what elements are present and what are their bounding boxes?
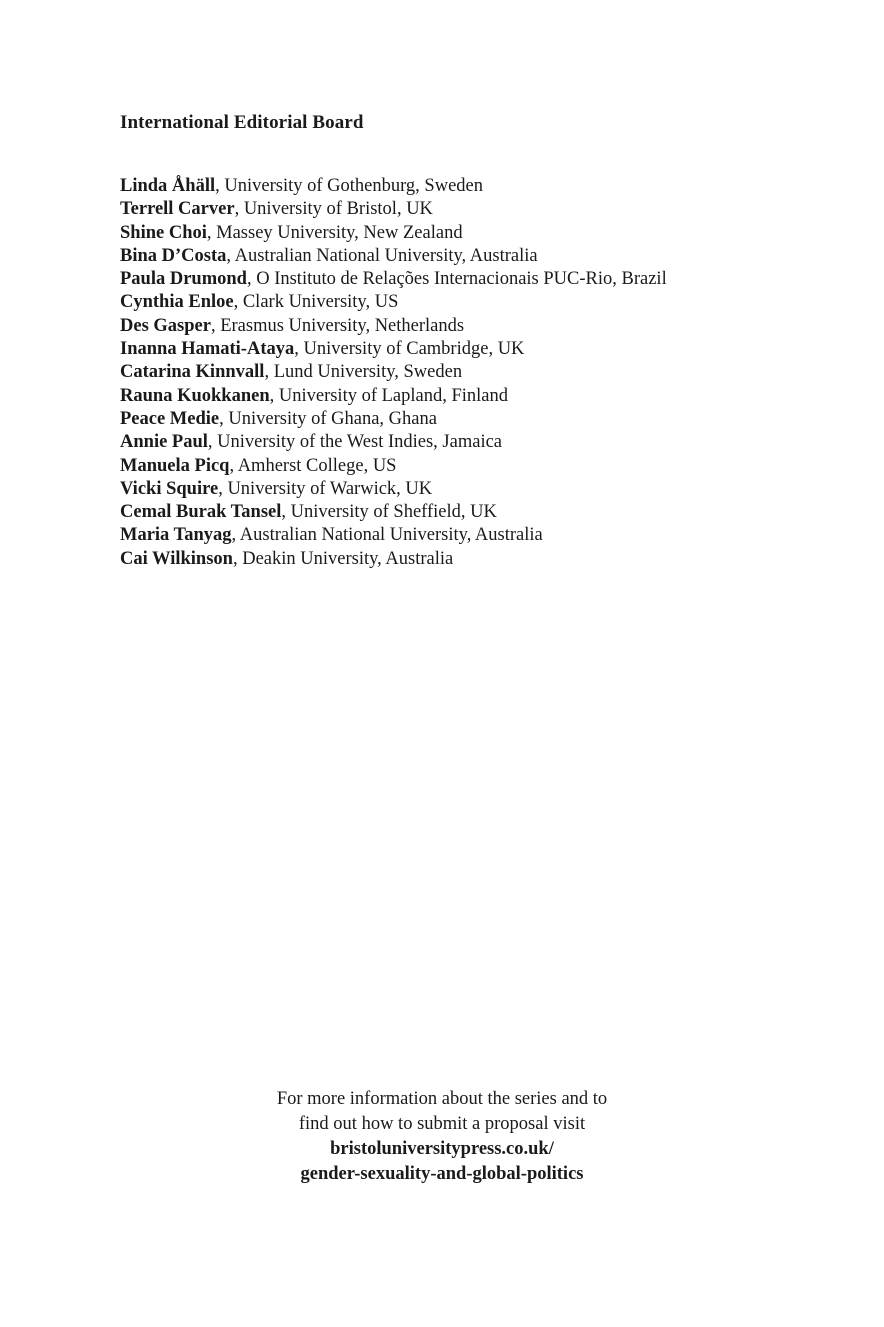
series-url-line: gender-sexuality-and-global-politics: [300, 1164, 584, 1184]
list-item: [120, 408, 820, 431]
series-url-line: bristoluniversitypress.co.uk/: [330, 1139, 554, 1159]
member-name: Inanna Hamati-Ataya: [120, 339, 295, 360]
member-name: Catarina Kinnvall: [120, 362, 265, 383]
list-item: [120, 455, 820, 478]
member-name: Bina D’Costa: [120, 245, 227, 266]
member-name: Rauna Kuokkanen: [120, 385, 270, 406]
member-name: Linda Åhäll: [120, 176, 216, 196]
list-item: [120, 431, 820, 454]
member-name: Cynthia Enloe: [120, 292, 234, 313]
member-affiliation: , Deakin University, Australia: [232, 548, 454, 569]
list-item: [120, 315, 820, 338]
list-item: [120, 501, 820, 524]
list-item: [120, 245, 820, 268]
member-name: Maria Tanyag: [120, 525, 232, 546]
member-name: Peace Medie: [120, 408, 220, 429]
member-name: Vicki Squire: [120, 478, 219, 499]
member-affiliation: , University of the West Indies, Jamaica: [207, 432, 503, 453]
member-affiliation: , Erasmus University, Netherlands: [210, 315, 465, 336]
page-title: International Editorial Board: [120, 112, 364, 133]
member-name: Annie Paul: [120, 432, 208, 453]
member-affiliation: , Clark University, US: [233, 292, 399, 313]
member-affiliation: , University of Warwick, UK: [218, 478, 433, 499]
member-affiliation: , University of Cambridge, UK: [294, 339, 525, 360]
list-item: [120, 268, 820, 291]
member-affiliation: , University of Ghana, Ghana: [219, 408, 437, 429]
member-name: Cemal Burak Tansel: [120, 502, 282, 523]
member-affiliation: , Massey University, New Zealand: [206, 222, 463, 243]
member-affiliation: , Lund University, Sweden: [264, 362, 463, 383]
member-affiliation: , University of Bristol, UK: [234, 199, 433, 220]
member-name: Terrell Carver: [120, 199, 235, 220]
member-affiliation: , University of Gothenburg, Sweden: [215, 176, 483, 196]
member-affiliation: , Australian National University, Australia: [226, 245, 538, 266]
list-item: [120, 222, 820, 245]
member-name: Manuela Picq: [120, 455, 230, 476]
member-affiliation: , O Instituto de Relações Internacionais PUC-Rio, Brazil: [246, 269, 667, 290]
list-item: [120, 524, 820, 547]
footer-text-line: find out how to submit a proposal visit: [298, 1114, 586, 1134]
member-affiliation: , Australian National University, Australia: [231, 525, 543, 546]
list-item: [120, 361, 820, 384]
list-item: [120, 478, 820, 501]
member-name: Shine Choi: [120, 222, 207, 243]
member-name: Cai Wilkinson: [120, 548, 233, 569]
editorial-board-list: [120, 175, 820, 571]
list-item: [120, 548, 820, 571]
footer-text-line: For more information about the series and to: [276, 1089, 608, 1109]
member-affiliation: , University of Sheffield, UK: [281, 502, 497, 523]
list-item: [120, 198, 820, 221]
member-affiliation: , University of Lapland, Finland: [269, 385, 509, 406]
list-item: [120, 385, 820, 408]
list-item: [120, 291, 820, 314]
member-name: Paula Drumond: [120, 269, 247, 290]
list-item: [120, 175, 820, 198]
series-info-footer: [0, 1087, 884, 1187]
member-name: Des Gasper: [120, 315, 211, 336]
list-item: [120, 338, 820, 361]
member-affiliation: , Amherst College, US: [229, 455, 397, 476]
